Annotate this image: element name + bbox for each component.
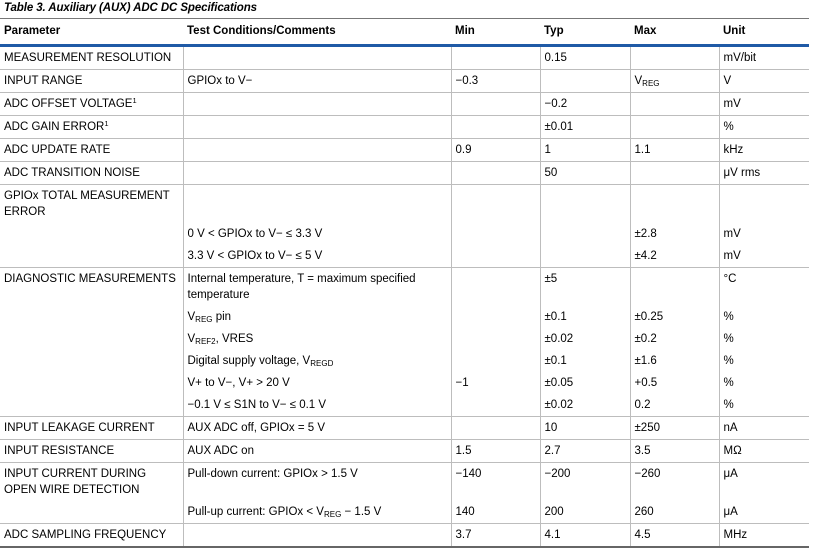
cond-tail: pin	[212, 311, 232, 323]
table-row	[0, 139, 809, 162]
header-typ: Typ	[540, 19, 630, 46]
min-cell	[451, 185, 540, 224]
cond-main: Pull-up current: GPIOx < V	[187, 506, 324, 518]
param-cell: ADC TRANSITION NOISE	[0, 162, 183, 185]
typ-cell: ±0.01	[540, 116, 630, 139]
min-cell	[451, 306, 540, 328]
cond-cell	[183, 328, 451, 350]
cond-cell: AUX ADC on	[183, 440, 451, 463]
param-cell	[0, 306, 183, 328]
max-cell: 3.5	[630, 440, 719, 463]
table-caption: Table 3. Auxiliary (AUX) ADC DC Specifications	[4, 2, 257, 14]
unit-cell: %	[719, 372, 809, 394]
typ-cell: ±0.1	[540, 350, 630, 372]
min-cell: −140	[451, 463, 540, 502]
cond-cell: GPIOx to V−	[183, 70, 451, 93]
param-cell	[0, 93, 183, 116]
max-cell: +0.5	[630, 372, 719, 394]
cond-cell	[183, 93, 451, 116]
footnote-mark: 1	[104, 119, 109, 128]
unit-cell: μA	[719, 463, 809, 502]
table-row	[0, 46, 809, 70]
unit-cell: MHz	[719, 524, 809, 548]
unit-cell: kHz	[719, 139, 809, 162]
cond-cell	[183, 185, 451, 224]
cond-cell: 0 V < GPIOx to V− ≤ 3.3 V	[183, 223, 451, 245]
max-cell	[630, 268, 719, 307]
header-min: Min	[451, 19, 540, 46]
footnote-mark: 1	[132, 96, 137, 105]
cond-cell	[183, 524, 451, 548]
table-row	[0, 116, 809, 139]
typ-cell: ±0.05	[540, 372, 630, 394]
min-cell	[451, 93, 540, 116]
param-cell: ADC UPDATE RATE	[0, 139, 183, 162]
table-row	[0, 223, 809, 245]
cond-cell: Pull-down current: GPIOx > 1.5 V	[183, 463, 451, 502]
max-cell: ±2.8	[630, 223, 719, 245]
cond-main: V	[187, 311, 196, 323]
min-cell: 0.9	[451, 139, 540, 162]
max-cell: 0.2	[630, 394, 719, 417]
typ-cell: 50	[540, 162, 630, 185]
unit-cell: mV	[719, 223, 809, 245]
unit-cell: °C	[719, 268, 809, 307]
max-cell: 1.1	[630, 139, 719, 162]
typ-cell: 10	[540, 417, 630, 440]
max-cell: ±1.6	[630, 350, 719, 372]
header-row	[0, 19, 809, 46]
min-cell	[451, 328, 540, 350]
min-cell	[451, 417, 540, 440]
cond-cell	[183, 162, 451, 185]
table-row	[0, 70, 809, 93]
max-cell	[630, 70, 719, 93]
min-cell: 1.5	[451, 440, 540, 463]
min-cell: −0.3	[451, 70, 540, 93]
header-unit: Unit	[719, 19, 809, 46]
param-cell: GPIOx TOTAL MEASUREMENT ERROR	[0, 185, 183, 224]
min-cell	[451, 245, 540, 268]
max-main: V	[634, 75, 643, 87]
cond-cell: −0.1 V ≤ S1N to V− ≤ 0.1 V	[183, 394, 451, 417]
cond-main: V	[187, 333, 196, 345]
typ-cell	[540, 185, 630, 224]
min-cell: 140	[451, 501, 540, 524]
unit-cell: MΩ	[719, 440, 809, 463]
typ-cell: 200	[540, 501, 630, 524]
unit-cell	[719, 185, 809, 224]
table-row	[0, 162, 809, 185]
param-text: ADC GAIN ERROR	[4, 121, 105, 133]
unit-cell: nA	[719, 417, 809, 440]
table-row	[0, 350, 809, 372]
min-cell: 3.7	[451, 524, 540, 548]
max-cell: ±0.2	[630, 328, 719, 350]
table-row	[0, 185, 809, 224]
header-parameter: Parameter	[0, 19, 183, 46]
param-cell	[0, 223, 183, 245]
param-text: ADC OFFSET VOLTAGE	[4, 98, 133, 110]
cond-cell: 3.3 V < GPIOx to V− ≤ 5 V	[183, 245, 451, 268]
cond-sub: REF2	[195, 337, 216, 346]
cond-tail: , VRES	[215, 333, 254, 345]
max-cell: ±250	[630, 417, 719, 440]
table-row	[0, 306, 809, 328]
table-row	[0, 501, 809, 524]
table-row	[0, 417, 809, 440]
param-cell	[0, 372, 183, 394]
unit-cell: %	[719, 394, 809, 417]
param-cell: INPUT RANGE	[0, 70, 183, 93]
min-cell	[451, 350, 540, 372]
param-cell	[0, 350, 183, 372]
typ-cell: 2.7	[540, 440, 630, 463]
param-cell: INPUT RESISTANCE	[0, 440, 183, 463]
cond-tail: − 1.5 V	[341, 506, 382, 518]
cond-cell	[183, 306, 451, 328]
unit-cell: %	[719, 116, 809, 139]
param-cell: ADC SAMPLING FREQUENCY	[0, 524, 183, 548]
cond-cell	[183, 501, 451, 524]
unit-cell: V	[719, 70, 809, 93]
unit-cell: mV/bit	[719, 46, 809, 70]
typ-cell: ±5	[540, 268, 630, 307]
table-row	[0, 328, 809, 350]
header-conditions: Test Conditions/Comments	[183, 19, 451, 46]
typ-cell: ±0.02	[540, 328, 630, 350]
min-cell: −1	[451, 372, 540, 394]
table-row	[0, 440, 809, 463]
cond-cell	[183, 350, 451, 372]
cond-cell	[183, 139, 451, 162]
unit-cell: mV	[719, 93, 809, 116]
cond-cell	[183, 116, 451, 139]
cond-sub: REG	[323, 510, 342, 519]
cond-cell	[183, 46, 451, 70]
unit-cell: μA	[719, 501, 809, 524]
cond-cell: AUX ADC off, GPIOx = 5 V	[183, 417, 451, 440]
table-row	[0, 463, 809, 502]
table-row	[0, 524, 809, 548]
max-cell: −260	[630, 463, 719, 502]
min-cell	[451, 223, 540, 245]
unit-cell: μV rms	[719, 162, 809, 185]
param-cell	[0, 116, 183, 139]
cond-main: Digital supply voltage, V	[187, 355, 311, 367]
table-row	[0, 372, 809, 394]
max-cell: ±0.25	[630, 306, 719, 328]
param-cell	[0, 328, 183, 350]
table-row	[0, 93, 809, 116]
typ-cell: 4.1	[540, 524, 630, 548]
param-cell	[0, 245, 183, 268]
max-cell: ±4.2	[630, 245, 719, 268]
min-cell	[451, 116, 540, 139]
typ-cell: −0.2	[540, 93, 630, 116]
cond-sub: REG	[195, 315, 213, 324]
specifications-table	[0, 18, 809, 548]
max-cell	[630, 46, 719, 70]
max-cell	[630, 162, 719, 185]
unit-cell: mV	[719, 245, 809, 268]
max-sub: REG	[642, 79, 660, 88]
max-cell	[630, 93, 719, 116]
min-cell	[451, 46, 540, 70]
typ-cell: 1	[540, 139, 630, 162]
param-cell: MEASUREMENT RESOLUTION	[0, 46, 183, 70]
typ-cell	[540, 245, 630, 268]
typ-cell: 0.15	[540, 46, 630, 70]
cond-cell: V+ to V−, V+ > 20 V	[183, 372, 451, 394]
unit-cell: %	[719, 306, 809, 328]
max-cell: 4.5	[630, 524, 719, 548]
max-cell	[630, 185, 719, 224]
max-cell: 260	[630, 501, 719, 524]
table-row	[0, 394, 809, 417]
param-cell: INPUT LEAKAGE CURRENT	[0, 417, 183, 440]
param-cell	[0, 501, 183, 524]
param-cell: DIAGNOSTIC MEASUREMENTS	[0, 268, 183, 307]
typ-cell: −200	[540, 463, 630, 502]
typ-cell	[540, 70, 630, 93]
param-cell	[0, 394, 183, 417]
unit-cell: %	[719, 350, 809, 372]
min-cell	[451, 162, 540, 185]
typ-cell: ±0.1	[540, 306, 630, 328]
typ-cell	[540, 223, 630, 245]
unit-cell: %	[719, 328, 809, 350]
param-cell: INPUT CURRENT DURING OPEN WIRE DETECTION	[0, 463, 183, 502]
typ-cell: ±0.02	[540, 394, 630, 417]
min-cell	[451, 394, 540, 417]
max-cell	[630, 116, 719, 139]
header-max: Max	[630, 19, 719, 46]
table-row	[0, 245, 809, 268]
min-cell	[451, 268, 540, 307]
cond-cell: Internal temperature, T = maximum specified temperature	[183, 268, 451, 307]
table-row	[0, 268, 809, 307]
cond-sub: REGD	[310, 359, 334, 368]
